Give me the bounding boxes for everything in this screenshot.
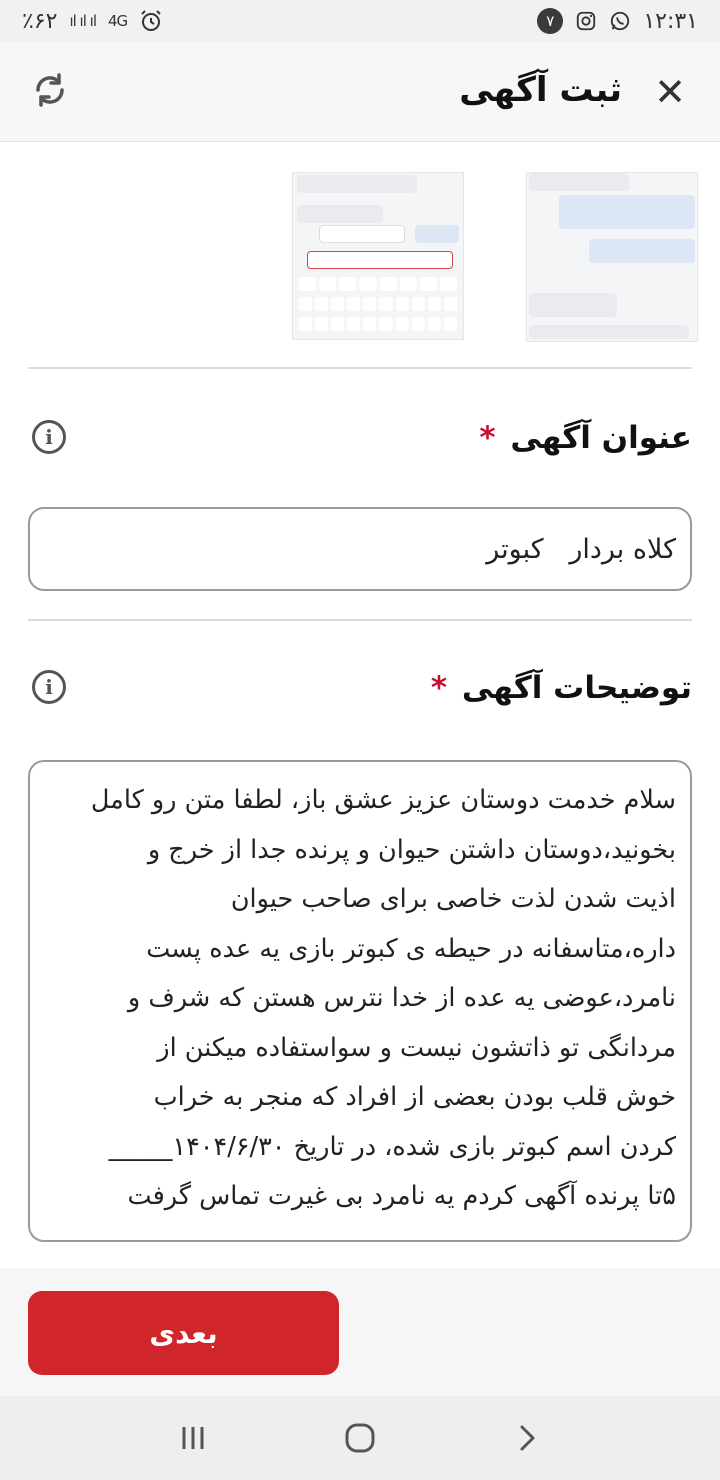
image-preview-area bbox=[0, 142, 720, 368]
status-bar bbox=[0, 0, 720, 42]
home-icon[interactable] bbox=[330, 1408, 390, 1468]
clock-text: ۱۲:۳۱ bbox=[643, 8, 698, 34]
description-field-label bbox=[431, 670, 692, 706]
title-label-text: عنوان آگهی bbox=[510, 420, 692, 456]
app-header bbox=[0, 42, 720, 142]
whatsapp-icon bbox=[609, 10, 631, 32]
page-title: ثبت آگهی bbox=[459, 70, 622, 110]
notification-badge: ۷ bbox=[537, 8, 563, 34]
instagram-icon bbox=[575, 10, 597, 32]
refresh-icon[interactable] bbox=[30, 70, 70, 110]
title-field-label bbox=[479, 420, 692, 456]
divider bbox=[28, 619, 692, 621]
alarm-icon bbox=[139, 9, 163, 33]
close-icon[interactable]: ✕ bbox=[654, 70, 686, 114]
next-button[interactable]: بعدی bbox=[28, 1291, 339, 1375]
description-label-text: توضیحات آگهی bbox=[461, 670, 692, 706]
uploaded-image-thumbnail[interactable] bbox=[526, 172, 698, 342]
uploaded-image-thumbnail[interactable] bbox=[292, 172, 464, 340]
description-textarea[interactable]: سلام خدمت دوستان عزیز عشق باز، لطفا متن رو کامل بخونید،دوستان داشتن حیوان و پرنده جدا از خرج و اذیت شدن لذت خاصی برای صاحب حیوان داره،متاسفانه در حیطه ی کبوتر بازی یه عده پست نامرد،عوضی یه عده از خدا نترس هستن که شرف و مردانگی تو ذاتشون نیست و سواستفاده میکنن از خوش قلب بودن بعضی از افراد که منجر به خراب کردن اسم کبوتر بازی شده، در تاریخ ۱۴۰۴/۶/۳۰_____ ۵تا پرنده آگهی کردم یه نامرد بی غیرت تماس گرفت bbox=[28, 760, 692, 1242]
back-icon[interactable] bbox=[497, 1408, 557, 1468]
battery-text: ٪۶۲ bbox=[22, 8, 58, 34]
status-left bbox=[22, 9, 163, 34]
info-icon[interactable]: i bbox=[32, 420, 66, 454]
status-right bbox=[537, 8, 698, 34]
divider bbox=[28, 367, 692, 369]
title-input[interactable]: کلاه بردار کبوتر bbox=[28, 507, 692, 591]
signal-icon: ıl ıl ıl bbox=[69, 12, 96, 30]
system-nav-bar bbox=[0, 1396, 720, 1480]
required-mark: * bbox=[430, 670, 448, 706]
info-icon[interactable]: i bbox=[32, 670, 66, 704]
recent-apps-icon[interactable] bbox=[163, 1408, 223, 1468]
required-mark: * bbox=[479, 420, 496, 456]
network-4g-icon: 4G bbox=[108, 12, 128, 30]
